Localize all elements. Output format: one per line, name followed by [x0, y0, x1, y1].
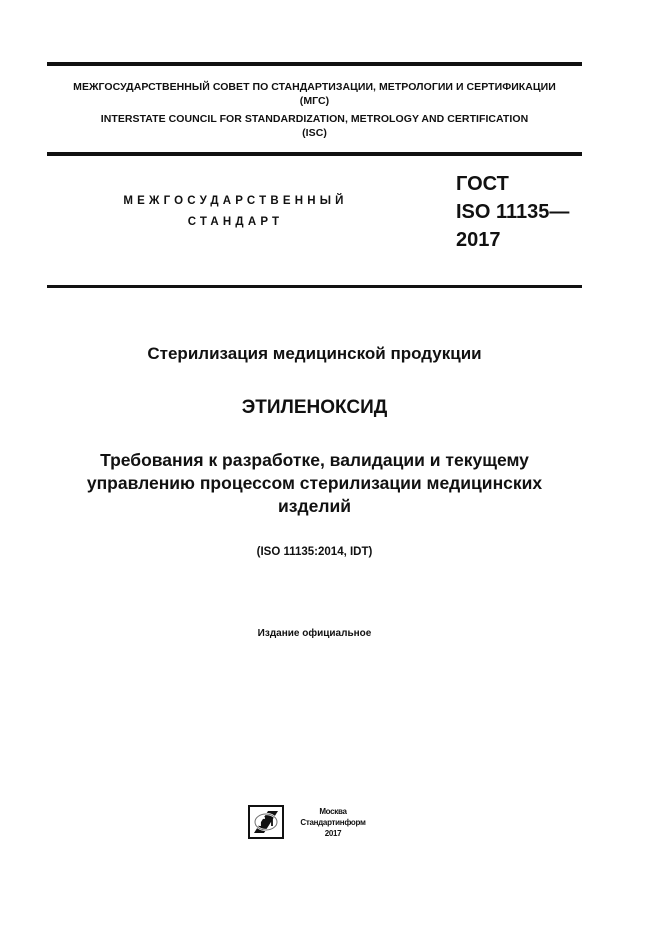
council-name-ru-line1: МЕЖГОСУДАРСТВЕННЫЙ СОВЕТ ПО СТАНДАРТИЗАЦИИ, МЕТРОЛОГИИ И СЕРТИФИКАЦИИ — [73, 81, 556, 93]
council-name-ru — [47, 80, 582, 108]
publisher-year: 2017 — [324, 829, 342, 838]
document-main-title: ЭТИЛЕНОКСИД — [241, 397, 388, 418]
subtitle-line2: управлению процессом стерилизации медицинских — [86, 473, 543, 493]
edition-label: Издание официальное — [257, 628, 372, 639]
standard-code — [456, 170, 569, 254]
standard-type — [98, 191, 373, 233]
publisher-name: Стандартинформ — [300, 818, 366, 827]
standard-code-line2: ISO 11135— — [456, 201, 570, 223]
council-abbr-ru: (МГС) — [299, 95, 330, 107]
council-name-en-line1: INTERSTATE COUNCIL FOR STANDARDIZATION, METROLOGY AND CERTIFICATION — [100, 113, 529, 125]
document-subject: Стерилизация медицинской продукции — [147, 344, 482, 363]
standard-code-line3: 2017 — [456, 229, 501, 251]
document-subtitle — [57, 449, 572, 518]
subtitle-line1: Требования к разработке, валидации и текущему — [100, 450, 529, 470]
subtitle-line3: изделий — [278, 496, 351, 516]
council-abbr-en: (ISC) — [302, 127, 327, 139]
council-name-en — [47, 112, 582, 140]
standard-type-line1: МЕЖГОСУДАРСТВЕННЫЙ — [123, 195, 348, 207]
top-rule — [47, 62, 582, 66]
header-rule — [47, 152, 582, 156]
standard-code-line1: ГОСТ — [456, 173, 509, 195]
title-rule — [47, 285, 582, 288]
iso-equivalence: (ISO 11135:2014, IDT) — [256, 546, 373, 558]
publisher-info — [288, 806, 378, 839]
standard-type-line2: СТАНДАРТ — [187, 216, 284, 228]
publisher-city: Москва — [319, 807, 347, 816]
standartinform-logo-icon — [248, 805, 284, 839]
